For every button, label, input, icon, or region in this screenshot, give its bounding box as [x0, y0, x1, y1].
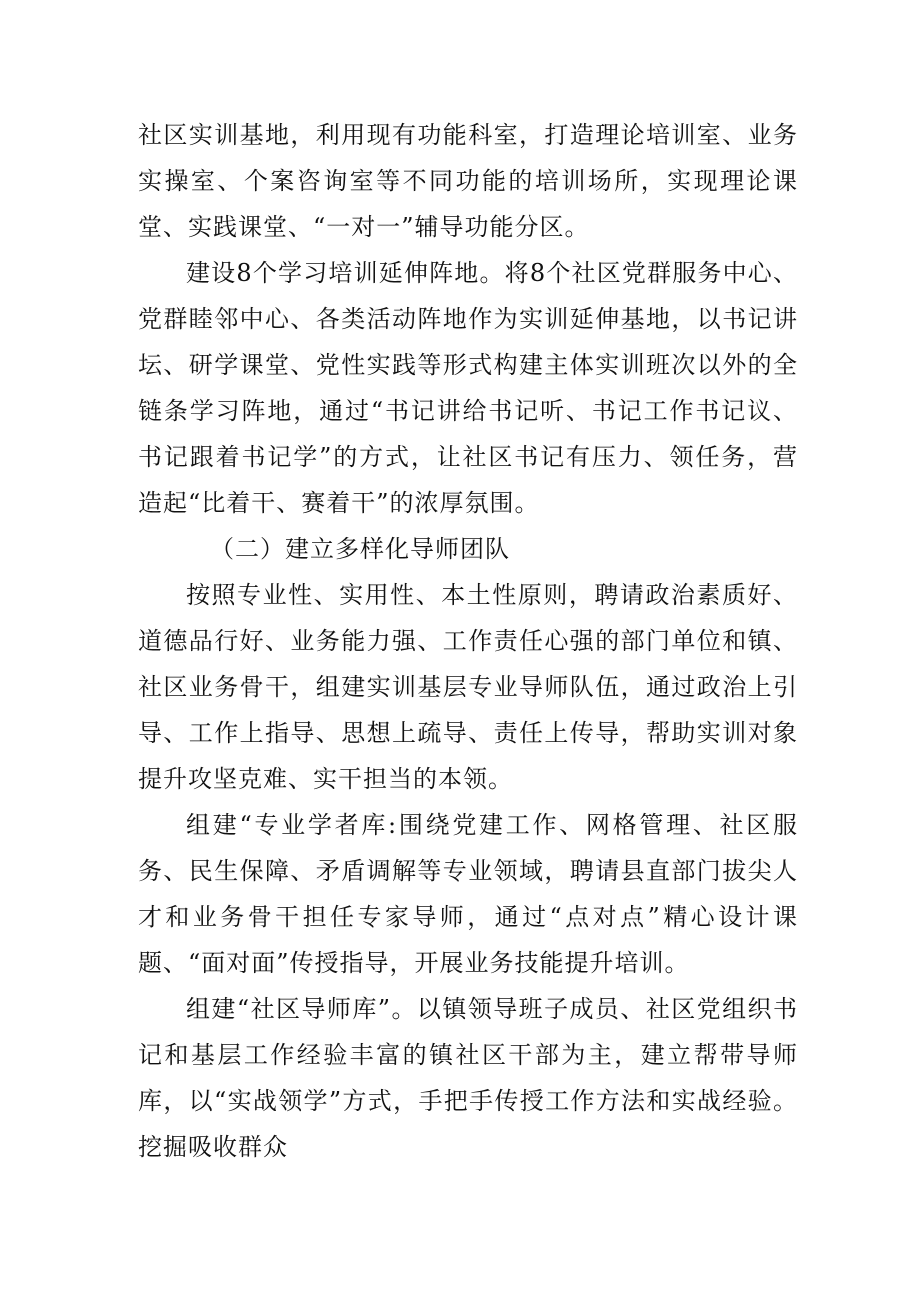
paragraph-community-mentor-pool: 组建“社区导师库”。以镇领导班子成员、社区党组织书记和基层工作经验丰富的镇社区干部为主，建立帮带导师库，以“实战领学”方式，手把手传授工作方法和实战经验。挖掘吸收群众 [138, 995, 798, 1161]
document-body [138, 112, 798, 1170]
paragraph-extension-sites: 建设8个学习培训延伸阵地。将8个社区党群服务中心、党群睦邻中心、各类活动阵地作为实训延伸基地，以书记讲坛、研学课堂、党性实践等形式构建主体实训班次以外的全链条学习阵地，通过“书记讲给书记听、书记工作书记议、书记跟着书记学”的方式，让社区书记有压力、领任务，营造起“比着干、赛着干”的浓厚氛围。 [138, 259, 798, 517]
paragraph-expert-pool: 组建“专业学者库:围绕党建工作、网格管理、社区服务、民生保障、矛盾调解等专业领域，聘请县直部门拔尖人才和业务骨干担任专家导师，通过“点对点”精心设计课题、“面对面”传授指导，开展业务技能提升培训。 [138, 811, 798, 977]
section-heading: （二）建立多样化导师团队 [210, 535, 510, 563]
paragraph-base-continuation: 社区实训基地，利用现有功能科室，打造理论培训室、业务实操室、个案咨询室等不同功能的培训场所，实现理论课堂、实践课堂、“一对一”辅导功能分区。 [138, 121, 798, 241]
paragraph-mentor-principles: 按照专业性、实用性、本土性原则，聘请政治素质好、道德品行好、业务能力强、工作责任心强的部门单位和镇、社区业务骨干，组建实训基层专业导师队伍，通过政治上引导、工作上指导、思想上疏导、责任上传导，帮助实训对象提升攻坚克难、实干担当的本领。 [138, 581, 798, 793]
